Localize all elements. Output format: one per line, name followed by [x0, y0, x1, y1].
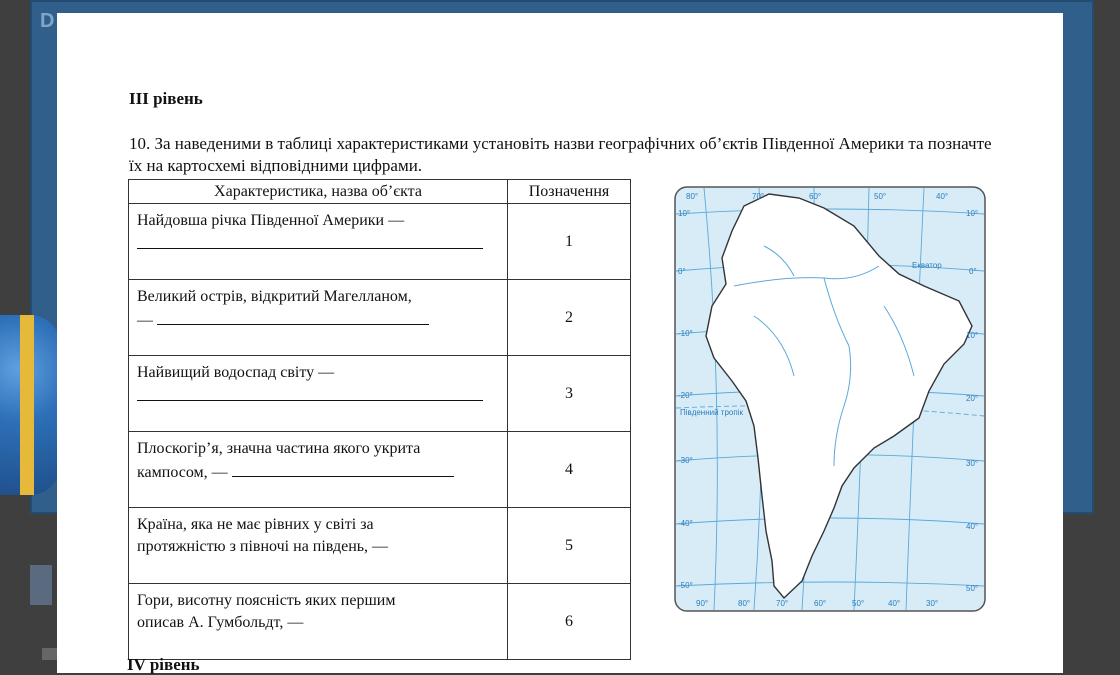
level-title: III рівень: [129, 89, 203, 108]
lat-right-label: 10°: [966, 209, 979, 218]
table-row: [129, 584, 631, 660]
lat-right-label: 40°: [966, 522, 979, 531]
header-mark: Позначення: [508, 180, 631, 204]
header-characteristic: Характеристика, назва об’єкта: [129, 180, 508, 204]
answer-blank[interactable]: [232, 460, 454, 477]
lat-left-label: -30°: [678, 456, 693, 465]
answer-blank[interactable]: [157, 308, 429, 325]
table-row: [129, 508, 631, 584]
lat-left-label: -20°: [678, 391, 693, 400]
row-description: Найвищий водоспад світу —: [129, 356, 508, 432]
objects-table: [128, 179, 631, 660]
table-row: [129, 280, 631, 356]
lon-bottom-label: 40°: [888, 599, 901, 608]
lat-right-label: 30°: [966, 459, 979, 468]
lon-top-label: 80°: [686, 192, 699, 201]
table-header-row: [129, 180, 631, 204]
row-mark: 1: [508, 204, 631, 280]
lat-left-label: 10°: [678, 209, 691, 218]
lon-bottom-label: 60°: [814, 599, 827, 608]
lat-right-label: 10°: [966, 331, 979, 340]
equator-label: Екватор: [912, 261, 942, 270]
table-row: [129, 204, 631, 280]
lat-left-label: 0°: [678, 267, 686, 276]
row-description: Країна, яка не має рівних у світі за протяжністю з півночі на південь, —: [129, 508, 508, 584]
lon-bottom-label: 50°: [852, 599, 865, 608]
task-text: 10. За наведеними в таблиці характеристиками установіть назви географічних об’єктів Південної Америки та позначте їх на картосхемі відповідними цифрами.: [129, 134, 992, 175]
south-america-outline-map: [674, 186, 986, 612]
lon-bottom-label: 70°: [776, 599, 789, 608]
lon-bottom-label: 80°: [738, 599, 751, 608]
tropic-label: Південний тропік: [680, 408, 743, 417]
row-description: Великий острів, відкритий Магелланом, —: [129, 280, 508, 356]
answer-blank[interactable]: [137, 384, 483, 401]
lon-top-label: 70°: [752, 192, 765, 201]
document-page: [57, 13, 1063, 673]
lat-left-label: -50°: [678, 581, 693, 590]
row-mark: 6: [508, 584, 631, 660]
lon-top-label: 40°: [936, 192, 949, 201]
row-mark: 3: [508, 356, 631, 432]
background-logo: D: [40, 10, 55, 32]
lat-right-label: 50°: [966, 584, 979, 593]
lat-right-label: 0°: [969, 267, 977, 276]
row-description: Найдовша річка Південної Америки —: [129, 204, 508, 280]
background-thumbnail: [30, 565, 52, 605]
lat-left-label: -40°: [678, 519, 693, 528]
answer-blank[interactable]: [137, 232, 483, 249]
lon-bottom-label: 30°: [926, 599, 939, 608]
row-mark: 2: [508, 280, 631, 356]
row-mark: 4: [508, 432, 631, 508]
row-description: Плоскогір’я, значна частина якого укрита кампосом, —: [129, 432, 508, 508]
lat-left-label: -10°: [678, 329, 693, 338]
lon-bottom-label: 90°: [696, 599, 709, 608]
lat-right-label: 20°: [966, 394, 979, 403]
lon-top-label: 60°: [809, 192, 822, 201]
row-mark: 5: [508, 508, 631, 584]
background-gift-image: [0, 315, 60, 495]
table-row: [129, 432, 631, 508]
table-row: [129, 356, 631, 432]
next-level-title: IV рівень: [127, 655, 200, 674]
background-thumbnail-2: [42, 648, 58, 660]
lon-top-label: 50°: [874, 192, 887, 201]
row-description: Гори, висотну поясність яких першим описав А. Гумбольдт, —: [129, 584, 508, 660]
